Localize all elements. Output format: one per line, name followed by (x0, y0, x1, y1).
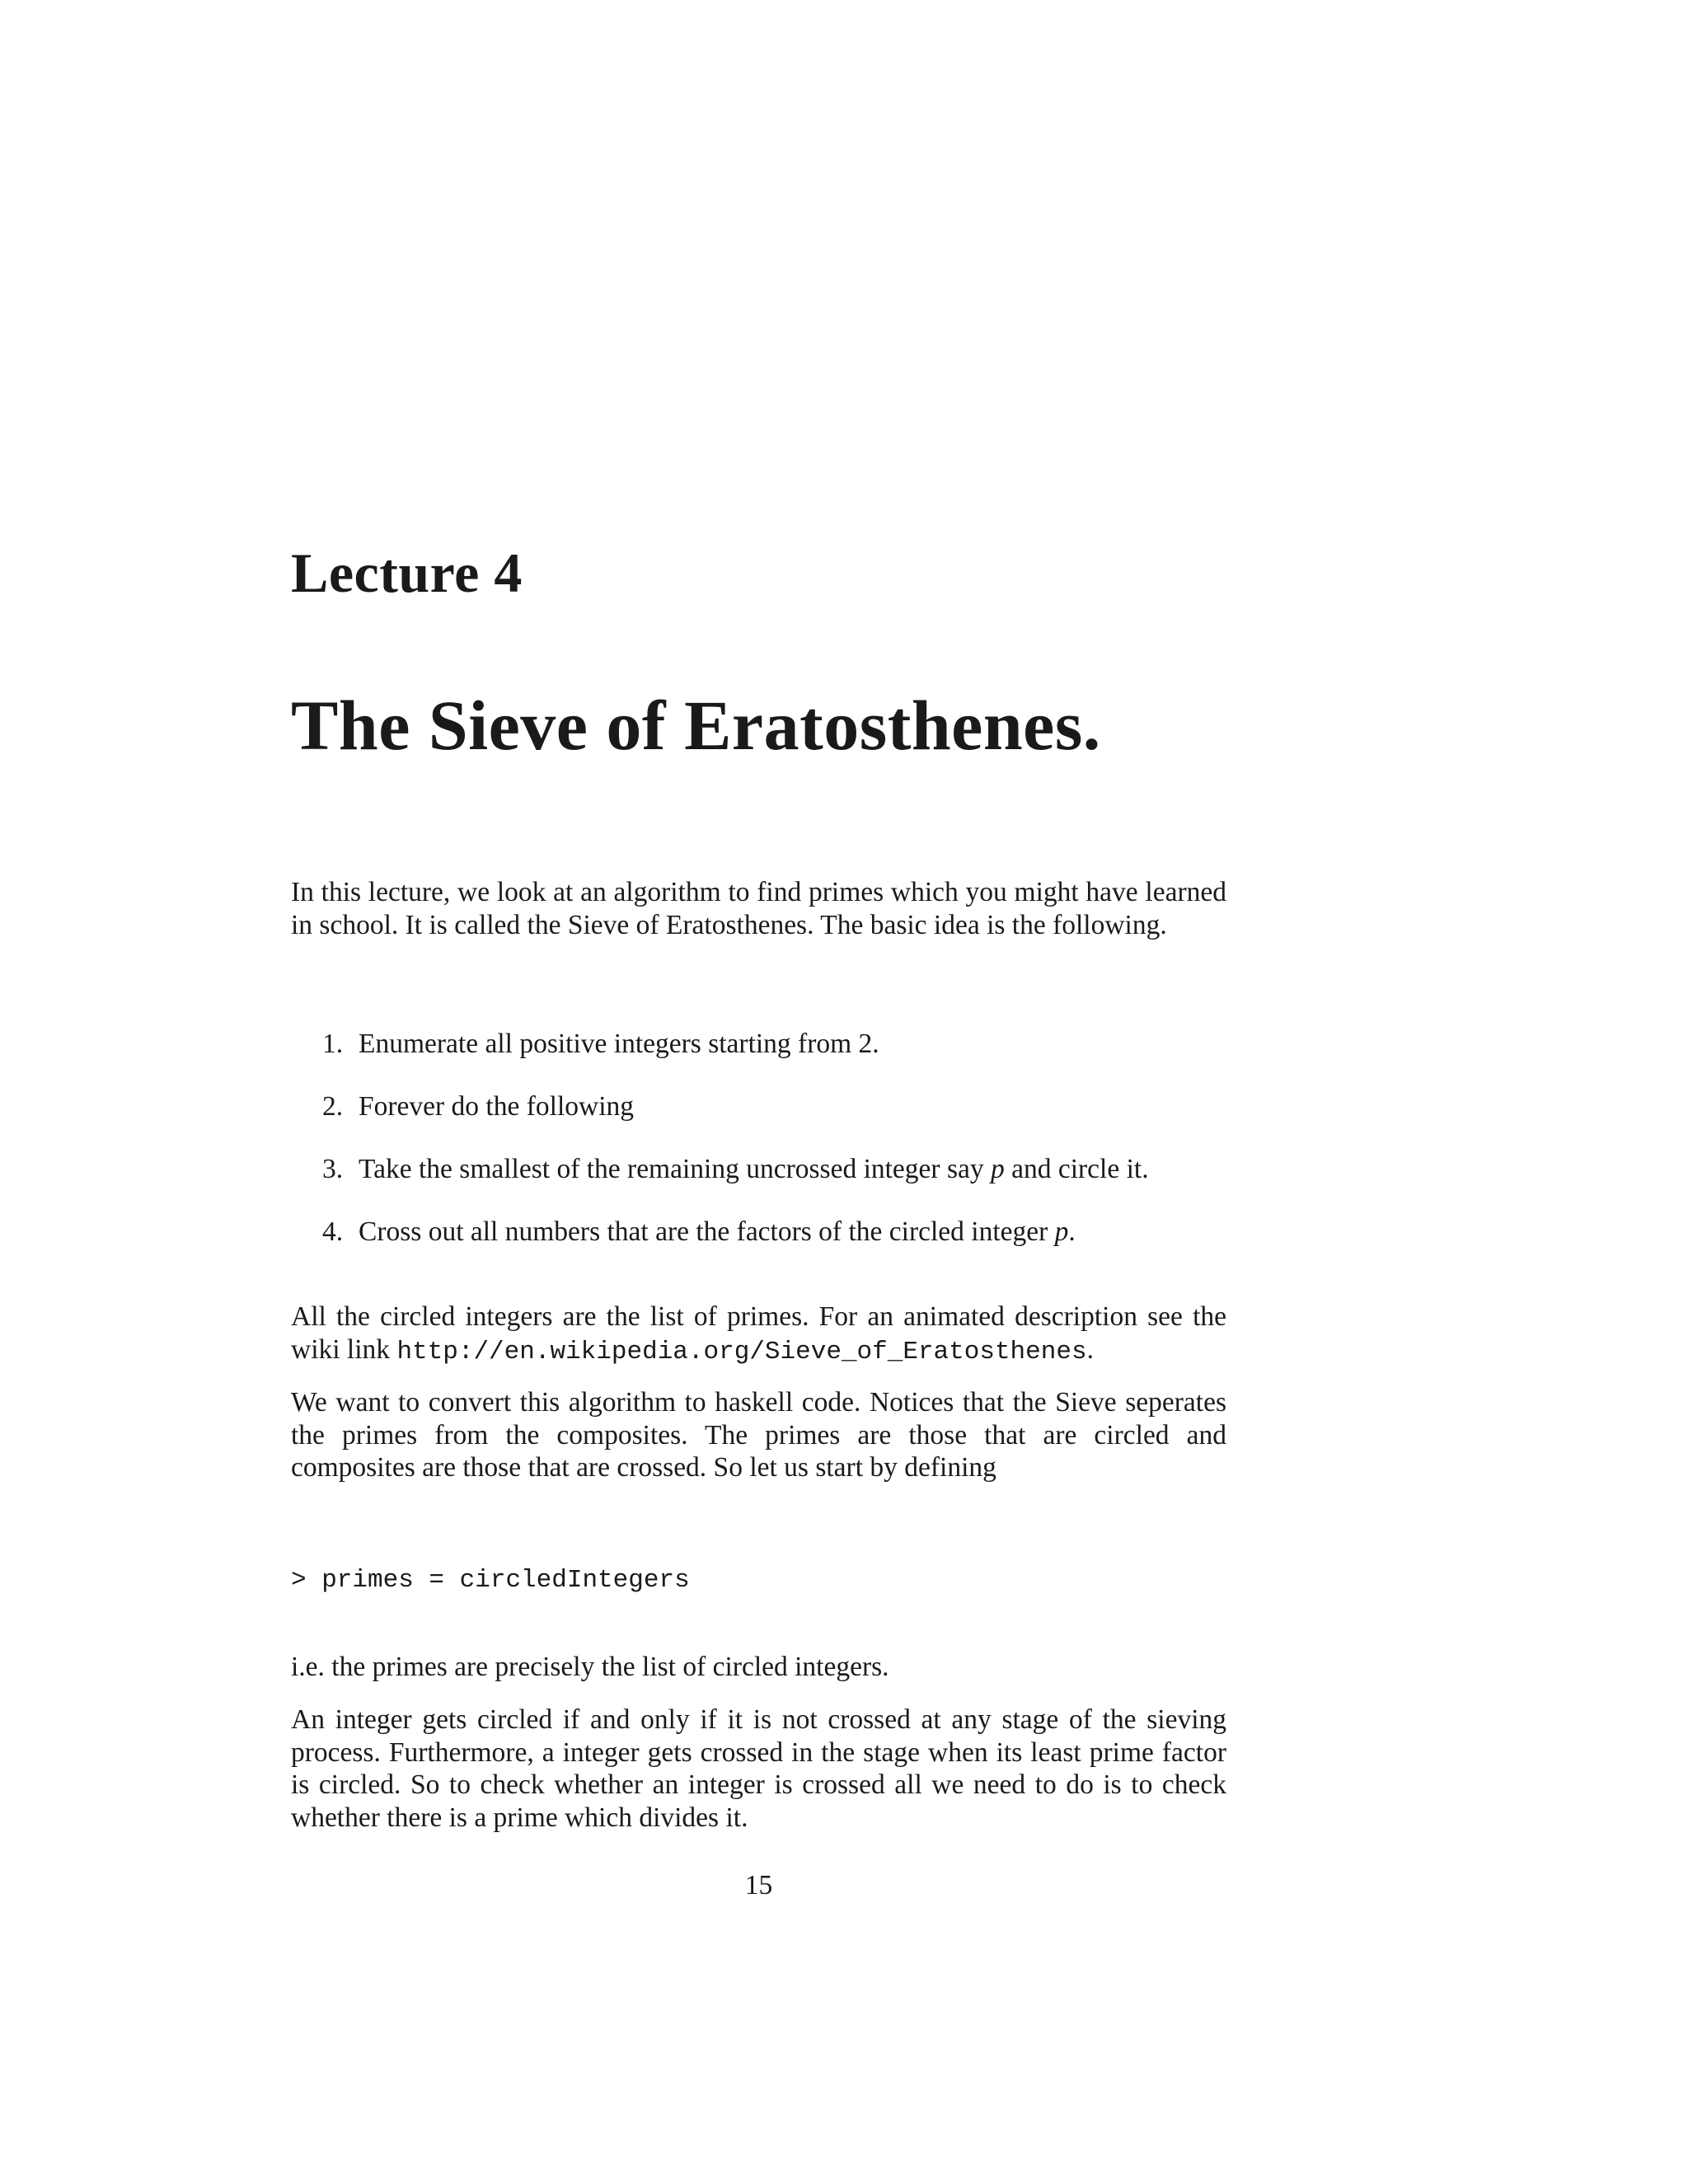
list-item-number: 2. (322, 1091, 344, 1122)
list-item-text: Forever do the following (359, 1091, 635, 1122)
wiki-link[interactable]: http://en.wikipedia.org/Sieve_of_Eratosthenes (396, 1337, 1087, 1366)
ie-paragraph: i.e. the primes are precisely the list of circled integers. (291, 1652, 889, 1682)
code-block: > primes = circledIntegers (291, 1566, 690, 1595)
convert-paragraph: We want to convert this algorithm to haskell code. Notices that the Sieve seperates the primes from the composites. The primes are those that are circled and composites are those that are crossed. So let us start by defining (291, 1387, 1226, 1483)
list-item-number: 4. (322, 1216, 344, 1247)
chapter-title: The Sieve of Eratosthenes. (291, 686, 1101, 765)
circled-paragraph (291, 1301, 1226, 1368)
document-page (291, 0, 1226, 2184)
list-item-text-after: and circle it. (1004, 1154, 1149, 1184)
intro-paragraph: In this lecture, we look at an algorithm to find primes which you might have learned in school. It is called the Sieve of Eratosthenes. The basic idea is the following. (291, 877, 1226, 940)
list-item-text-after: . (1068, 1216, 1076, 1247)
math-variable: p (1054, 1216, 1069, 1247)
final-paragraph: An integer gets circled if and only if it is not crossed at any stage of the sieving process. Furthermore, a integer gets crossed in the stage when its least prime factor is circled. So to check whether an integer is crossed all we need to do is to check whether there is a prime which divides it. (291, 1704, 1226, 1833)
list-item-number: 1. (322, 1029, 344, 1059)
list-item-text: Enumerate all positive integers starting from 2. (359, 1029, 879, 1059)
list-item-number: 3. (322, 1154, 344, 1184)
list-item-text-before: Cross out all numbers that are the factors of the circled integer (359, 1216, 1055, 1247)
circled-paragraph-text: All the circled integers are the list of primes. For an animated description see the wiki link (291, 1301, 1226, 1365)
circled-paragraph-end: . (1086, 1333, 1094, 1365)
page-number: 15 (744, 1870, 773, 1900)
list-item-text-before: Take the smallest of the remaining uncrossed integer say (359, 1154, 991, 1184)
list-item-text (359, 1216, 1076, 1249)
math-variable: p (990, 1154, 1005, 1184)
list-item-text (359, 1153, 1149, 1186)
lecture-label: Lecture 4 (291, 541, 523, 604)
